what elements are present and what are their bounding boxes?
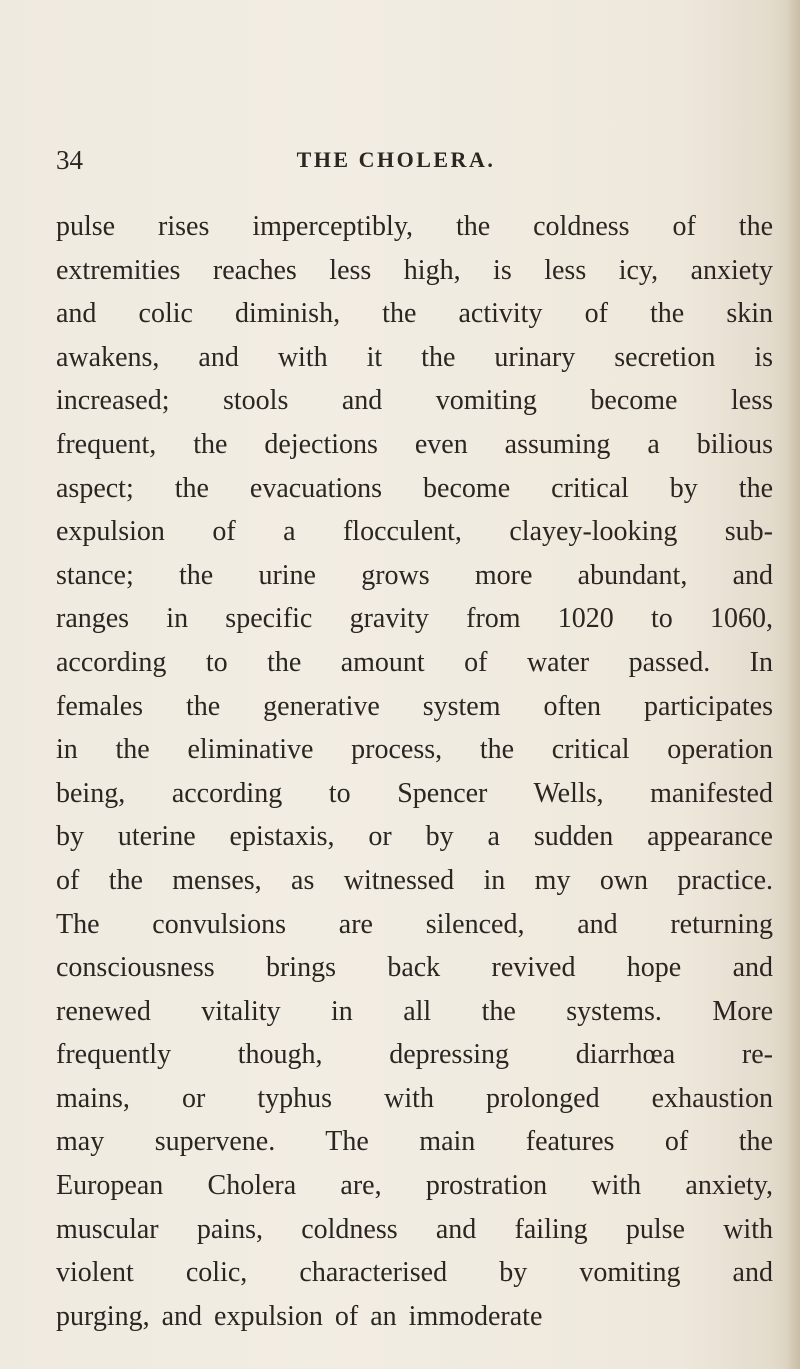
text-line: frequently though, depressing diarrhœa re-: [56, 1039, 773, 1071]
body-text: [56, 205, 773, 1338]
text-line: females the generative system often participates: [56, 690, 773, 722]
text-line: by uterine epistaxis, or by a sudden appearance: [56, 821, 773, 853]
text-line: mains, or typhus with prolonged exhaustion: [56, 1082, 773, 1114]
text-line: European Cholera are, prostration with anxiety,: [56, 1170, 773, 1202]
text-line: may supervene. The main features of the: [56, 1126, 773, 1158]
page-number: 34: [56, 145, 83, 175]
text-line: pulse rises imperceptibly, the coldness of the: [56, 211, 773, 242]
text-line: being, according to Spencer Wells, manifested: [56, 777, 773, 809]
text-line: according to the amount of water passed. In: [56, 646, 773, 678]
text-line: renewed vitality in all the systems. More: [56, 995, 773, 1027]
text-line: ranges in specific gravity from 1020 to 1060,: [56, 603, 773, 635]
text-line: consciousness brings back revived hope and: [56, 952, 773, 984]
text-line: and colic diminish, the activity of the skin: [56, 298, 773, 330]
text-line: extremities reaches less high, is less icy, anxiety: [56, 254, 773, 286]
text-line: awakens, and with it the urinary secretion is: [56, 341, 773, 373]
running-head: THE CHOLERA.: [296, 147, 496, 172]
text-line: of the menses, as witnessed in my own practice.: [56, 864, 773, 896]
text-line: aspect; the evacuations become critical by the: [56, 472, 773, 504]
text-line: purging, and expulsion of an immoderate: [56, 1300, 543, 1332]
text-line: in the eliminative process, the critical operation: [56, 734, 773, 766]
text-line: muscular pains, coldness and failing pulse with: [56, 1213, 773, 1245]
text-line: violent colic, characterised by vomiting and: [56, 1257, 773, 1289]
page-header: [56, 140, 776, 180]
text-line: expulsion of a flocculent, clayey-looking sub-: [56, 516, 773, 548]
text-line: increased; stools and vomiting become less: [56, 385, 773, 417]
page-edge-shadow: [786, 0, 800, 1369]
text-line: stance; the urine grows more abundant, and: [56, 559, 773, 591]
text-line: The convulsions are silenced, and returning: [56, 908, 773, 940]
text-line: frequent, the dejections even assuming a bilious: [56, 428, 773, 460]
